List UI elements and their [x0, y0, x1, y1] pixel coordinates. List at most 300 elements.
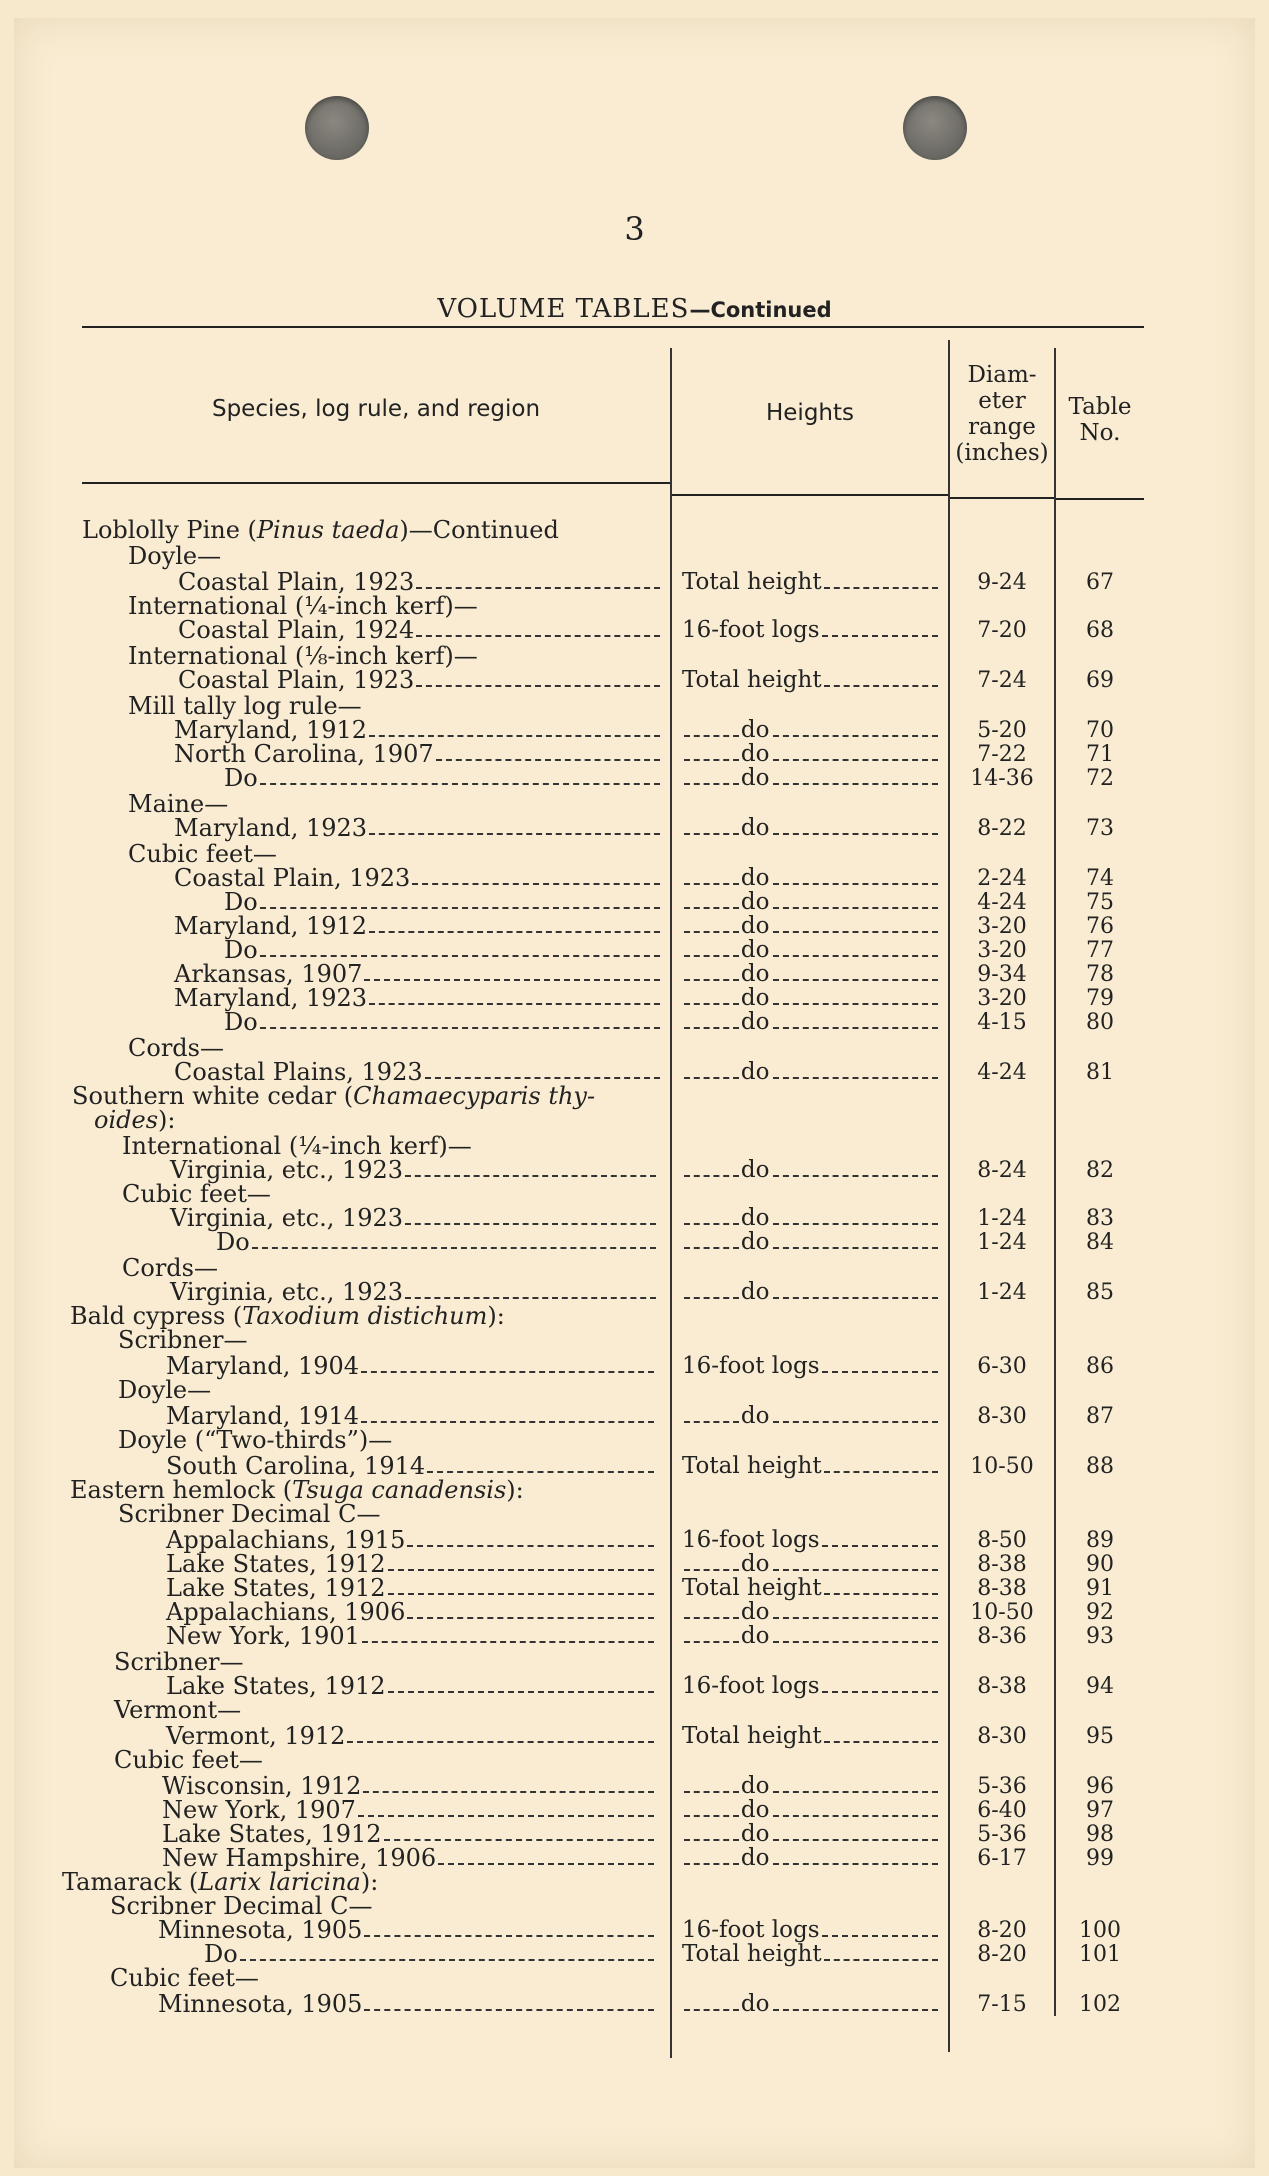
table-row [14, 742, 1255, 767]
dot-leader [773, 955, 938, 957]
table-number: 88 [1086, 1454, 1114, 1479]
document-page [14, 18, 1255, 2168]
row-label [204, 1942, 654, 1967]
height-text: do [740, 1623, 770, 1649]
dot-leader [773, 1815, 938, 1817]
height-text: do [740, 1551, 770, 1577]
height-cell [682, 890, 938, 915]
diameter-range: 8-20 [977, 1918, 1027, 1943]
table-number: 98 [1086, 1822, 1114, 1847]
header-species: Species, log rule, and region [211, 396, 541, 422]
height-cell [682, 1010, 938, 1035]
table-row [14, 1748, 1255, 1773]
label-text: Loblolly Pine ( [82, 516, 257, 544]
diameter-range: 7-24 [977, 668, 1027, 693]
table-number: 91 [1086, 1576, 1114, 1601]
height-text: Total height [682, 1941, 822, 1967]
table-number: 97 [1086, 1798, 1114, 1823]
diameter-range: 7-15 [977, 1992, 1027, 2017]
dot-leader [773, 2009, 938, 2011]
row-label [166, 1624, 654, 1649]
height-text: 16-foot logs [682, 1917, 820, 1943]
height-text: do [740, 1229, 770, 1255]
label-text: Cubic feet— [110, 1964, 259, 1992]
dot-leader [388, 1593, 654, 1595]
table-number: 70 [1086, 718, 1114, 743]
label-text: Lake States, 1912 [166, 1672, 386, 1700]
table-number: 76 [1086, 914, 1114, 939]
table-row [14, 544, 1255, 569]
diameter-range: 6-40 [977, 1798, 1027, 1823]
height-text: do [740, 1205, 770, 1231]
table-number: 68 [1086, 618, 1114, 643]
dot-leader [240, 1959, 654, 1961]
label-text: Eastern hemlock ( [70, 1476, 293, 1504]
table-row [14, 1010, 1255, 1035]
label-text: Coastal Plains, 1923 [174, 1058, 423, 1086]
height-cell [682, 1674, 938, 1699]
dot-leader [260, 907, 660, 909]
table-row [14, 986, 1255, 1011]
table-number: 100 [1079, 1918, 1121, 1943]
table-number: 80 [1086, 1010, 1114, 1035]
header-table-no [1056, 394, 1144, 446]
height-text: do [740, 1279, 770, 1305]
diameter-range: 4-15 [977, 1010, 1027, 1035]
header-diameter-line: eter [978, 388, 1026, 414]
dot-leader [684, 783, 739, 785]
dot-leader [684, 1839, 739, 1841]
label-text: New York, 1901 [166, 1622, 360, 1650]
label-text: Maryland, 1912 [174, 716, 368, 744]
table-number: 79 [1086, 986, 1114, 1011]
table-row [14, 766, 1255, 791]
height-cell [682, 962, 938, 987]
binder-hole-right [903, 96, 967, 160]
heading-suffix: —Continued [689, 298, 832, 322]
label-text: Do [224, 764, 258, 792]
table-row [14, 914, 1255, 939]
dot-leader [773, 1297, 938, 1299]
table-number: 101 [1079, 1942, 1121, 1967]
label-species-name: oides [94, 1106, 159, 1134]
header-rule-heights [670, 494, 948, 496]
header-table-no-line: No. [1079, 420, 1121, 446]
label-text: Cords— [122, 1254, 218, 1282]
label-text: Cubic feet— [128, 840, 277, 868]
row-label [114, 1748, 263, 1773]
table-number: 78 [1086, 962, 1114, 987]
dot-leader [436, 759, 660, 761]
diameter-range: 2-24 [977, 866, 1027, 891]
dot-leader [773, 1223, 938, 1225]
diameter-range: 10-50 [970, 1600, 1034, 1625]
label-text: Southern white cedar ( [72, 1082, 354, 1110]
height-text: do [740, 1403, 770, 1429]
dot-leader [384, 1839, 654, 1841]
table-row [14, 1206, 1255, 1231]
label-text: Arkansas, 1907 [174, 960, 363, 988]
dot-leader [684, 833, 739, 835]
dot-leader [412, 883, 660, 885]
table-number: 83 [1086, 1206, 1114, 1231]
dot-leader [684, 2009, 739, 2011]
height-cell [682, 1992, 938, 2017]
label-text: New York, 1907 [162, 1796, 356, 1824]
label-species-name: Pinus taeda [256, 516, 400, 544]
label-text: Minnesota, 1905 [158, 1916, 363, 1944]
label-text: Doyle— [118, 1376, 212, 1404]
height-text: Total height [682, 667, 822, 693]
dot-leader [416, 587, 660, 589]
label-text: Do [224, 888, 258, 916]
label-text: Virginia, etc., 1923 [170, 1156, 404, 1184]
table-number: 102 [1079, 1992, 1121, 2017]
dot-leader [773, 907, 938, 909]
height-cell [682, 766, 938, 791]
dot-leader [363, 1791, 654, 1793]
height-cell [682, 1942, 938, 1967]
row-label [118, 1428, 392, 1453]
label-suffix: )—Continued [399, 516, 559, 544]
diameter-range: 8-22 [977, 816, 1027, 841]
row-label [224, 1010, 660, 1035]
table-number: 75 [1086, 890, 1114, 915]
dot-leader [773, 1077, 938, 1079]
dot-leader [773, 979, 938, 981]
height-text: Total height [682, 1723, 822, 1749]
table-row [14, 1502, 1255, 1527]
table-number: 82 [1086, 1158, 1114, 1183]
diameter-range: 5-36 [977, 1822, 1027, 1847]
height-text: do [740, 937, 770, 963]
table-number: 69 [1086, 668, 1114, 693]
height-cell [682, 1454, 938, 1479]
label-text: Appalachians, 1915 [166, 1526, 406, 1554]
diameter-range: 4-24 [977, 1060, 1027, 1085]
table-number: 93 [1086, 1624, 1114, 1649]
height-text: Total height [682, 1575, 822, 1601]
dot-leader [773, 1175, 938, 1177]
dot-leader [824, 685, 938, 687]
header-heights: Heights [765, 400, 854, 426]
header-table-no-line: Table [1068, 394, 1132, 420]
diameter-range: 8-38 [977, 1576, 1027, 1601]
dot-leader [684, 931, 739, 933]
label-text: Do [224, 1008, 258, 1036]
dot-leader [425, 1077, 660, 1079]
height-text: do [740, 913, 770, 939]
table-number: 92 [1086, 1600, 1114, 1625]
diameter-range: 1-24 [977, 1206, 1027, 1231]
row-label [224, 766, 660, 791]
row-label [118, 1378, 211, 1403]
diameter-range: 4-24 [977, 890, 1027, 915]
dot-leader [684, 1617, 739, 1619]
diameter-range: 9-24 [977, 570, 1027, 595]
dot-leader [369, 735, 660, 737]
label-text: Do [204, 1940, 238, 1968]
row-label [114, 1698, 241, 1723]
table-number: 73 [1086, 816, 1114, 841]
label-text: International (¼-inch kerf)— [128, 592, 478, 620]
row-label [118, 1328, 248, 1353]
height-text: do [740, 985, 770, 1011]
label-text: Scribner Decimal C— [118, 1500, 381, 1528]
dot-leader [405, 1297, 656, 1299]
label-text: Virginia, etc., 1923 [170, 1204, 404, 1232]
label-text: New Hampshire, 1906 [162, 1844, 437, 1872]
label-text: Do [224, 936, 258, 964]
table-row [14, 1918, 1255, 1943]
dot-leader [684, 759, 739, 761]
height-cell [682, 1774, 938, 1799]
row-label [166, 1354, 654, 1379]
heading-title: VOLUME TABLES [437, 294, 690, 324]
table-row [14, 1230, 1255, 1255]
dot-leader [260, 783, 660, 785]
page-number: 3 [624, 210, 645, 248]
label-species-name: Taxodium distichum [242, 1302, 488, 1330]
dot-leader [824, 1741, 938, 1743]
diameter-range: 10-50 [970, 1454, 1034, 1479]
dot-leader [405, 1175, 656, 1177]
height-text: Total height [682, 1453, 822, 1479]
label-species-name: Chamaecyparis thy- [353, 1082, 596, 1110]
dot-leader [773, 1003, 938, 1005]
dot-leader [773, 1791, 938, 1793]
table-row [14, 518, 1255, 543]
header-diameter [950, 362, 1054, 466]
height-cell [682, 986, 938, 1011]
dot-leader [388, 1691, 654, 1693]
dot-leader [773, 1027, 938, 1029]
row-label [128, 544, 221, 569]
height-cell [682, 938, 938, 963]
table-row [14, 618, 1255, 643]
height-cell [682, 1354, 938, 1379]
table-number: 67 [1086, 570, 1114, 595]
label-text: Doyle— [128, 542, 222, 570]
dot-leader [347, 1741, 654, 1743]
dot-leader [684, 955, 739, 957]
height-cell [682, 1158, 938, 1183]
dot-leader [822, 1935, 938, 1937]
dot-leader [822, 1371, 938, 1373]
table-row [14, 1624, 1255, 1649]
height-cell [682, 570, 938, 595]
dot-leader [684, 1175, 739, 1177]
label-text: Wisconsin, 1912 [162, 1772, 362, 1800]
label-text: International (¼-inch kerf)— [122, 1132, 472, 1160]
height-text: 16-foot logs [682, 617, 820, 643]
label-text: Do [216, 1228, 250, 1256]
dot-leader [773, 759, 938, 761]
header-rule-diameter [950, 497, 1054, 499]
header-diameter-line: range [968, 414, 1036, 440]
label-text: Coastal Plain, 1923 [178, 568, 415, 596]
diameter-range: 8-20 [977, 1942, 1027, 1967]
diameter-range: 6-17 [977, 1846, 1027, 1871]
height-cell [682, 914, 938, 939]
label-text: Cubic feet— [114, 1746, 263, 1774]
table-number: 99 [1086, 1846, 1114, 1871]
height-text: do [740, 1797, 770, 1823]
table-row [14, 1992, 1255, 2017]
height-cell [682, 1280, 938, 1305]
dot-leader [684, 1247, 739, 1249]
row-label [178, 618, 660, 643]
label-text: Minnesota, 1905 [158, 1990, 363, 2018]
table-number: 90 [1086, 1552, 1114, 1577]
height-text: do [740, 1845, 770, 1871]
header-diameter-line: (inches) [955, 440, 1049, 466]
dot-leader [773, 833, 938, 835]
dot-leader [773, 1863, 938, 1865]
height-text: do [740, 1821, 770, 1847]
dot-leader [684, 907, 739, 909]
diameter-range: 6-30 [977, 1354, 1027, 1379]
dot-leader [684, 1815, 739, 1817]
table-number: 87 [1086, 1404, 1114, 1429]
diameter-range: 8-38 [977, 1674, 1027, 1699]
label-suffix: ): [506, 1476, 524, 1504]
dot-leader [369, 833, 660, 835]
label-species-name: Larix laricina [198, 1868, 361, 1896]
label-text: Maryland, 1923 [174, 814, 368, 842]
label-text: Coastal Plain, 1923 [174, 864, 411, 892]
diameter-range: 7-20 [977, 618, 1027, 643]
dot-leader [822, 635, 938, 637]
diameter-range: 9-34 [977, 962, 1027, 987]
label-text: South Carolina, 1914 [166, 1452, 426, 1480]
row-label [82, 518, 559, 543]
row-label [158, 1992, 654, 2017]
label-text: Maryland, 1904 [166, 1352, 360, 1380]
table-row [14, 1084, 1255, 1109]
dot-leader [773, 883, 938, 885]
diameter-range: 5-36 [977, 1774, 1027, 1799]
table-row [14, 1378, 1255, 1403]
label-suffix: ): [158, 1106, 176, 1134]
height-cell [682, 1724, 938, 1749]
label-text: Bald cypress ( [70, 1302, 243, 1330]
dot-leader [684, 1077, 739, 1079]
table-number: 71 [1086, 742, 1114, 767]
diameter-range: 3-20 [977, 986, 1027, 1011]
dot-leader [369, 1003, 660, 1005]
header-rule-table-no [1056, 498, 1144, 500]
page-heading [14, 294, 1255, 324]
height-text: do [740, 889, 770, 915]
dot-leader [773, 1569, 938, 1571]
height-cell [682, 1798, 938, 1823]
dot-leader [407, 1617, 654, 1619]
table-row [14, 1698, 1255, 1723]
height-text: do [740, 1599, 770, 1625]
dot-leader [260, 955, 660, 957]
label-suffix: ): [487, 1302, 505, 1330]
height-cell [682, 1918, 938, 1943]
table-row [14, 1966, 1255, 1991]
diameter-range: 3-20 [977, 914, 1027, 939]
dot-leader [773, 783, 938, 785]
label-text: Lake States, 1912 [166, 1574, 386, 1602]
label-text: Scribner— [114, 1648, 244, 1676]
label-text: Vermont, 1912 [166, 1722, 346, 1750]
dot-leader [684, 1791, 739, 1793]
dot-leader [358, 1815, 654, 1817]
diameter-range: 1-24 [977, 1280, 1027, 1305]
row-label [174, 816, 660, 841]
dot-leader [252, 1247, 656, 1249]
diameter-range: 8-50 [977, 1528, 1027, 1553]
label-species-name: Tsuga canadensis [292, 1476, 507, 1504]
dot-leader [362, 1641, 654, 1643]
label-text: Coastal Plain, 1924 [178, 616, 415, 644]
table-number: 77 [1086, 938, 1114, 963]
dot-leader [822, 1545, 938, 1547]
table-number: 74 [1086, 866, 1114, 891]
dot-leader [684, 1003, 739, 1005]
dot-leader [684, 735, 739, 737]
dot-leader [824, 1959, 938, 1961]
label-text: Vermont— [114, 1696, 242, 1724]
label-text: Virginia, etc., 1923 [170, 1278, 404, 1306]
dot-leader [364, 979, 660, 981]
table-row [14, 668, 1255, 693]
height-text: do [740, 1991, 770, 2017]
height-text: 16-foot logs [682, 1353, 820, 1379]
dot-leader [364, 2009, 654, 2011]
dot-leader [407, 1545, 654, 1547]
diameter-range: 8-30 [977, 1724, 1027, 1749]
diameter-range: 5-20 [977, 718, 1027, 743]
dot-leader [361, 1371, 654, 1373]
height-cell [682, 618, 938, 643]
table-row [14, 1108, 1255, 1133]
label-text: Tamarack ( [62, 1868, 199, 1896]
dot-leader [684, 1641, 739, 1643]
dot-leader [405, 1223, 656, 1225]
diameter-range: 3-20 [977, 938, 1027, 963]
dot-leader [260, 1027, 660, 1029]
label-text: Lake States, 1912 [162, 1820, 382, 1848]
height-cell [682, 1404, 938, 1429]
dot-leader [773, 1839, 938, 1841]
diameter-range: 1-24 [977, 1230, 1027, 1255]
dot-leader [684, 1027, 739, 1029]
label-text: Lake States, 1912 [166, 1550, 386, 1578]
diameter-range: 8-38 [977, 1552, 1027, 1577]
dot-leader [773, 1641, 938, 1643]
height-cell [682, 1600, 938, 1625]
header-rule-species [82, 482, 670, 484]
label-suffix: ): [360, 1868, 379, 1896]
label-text: Mill tally log rule— [128, 692, 362, 720]
height-text: do [740, 815, 770, 841]
dot-leader [822, 1691, 938, 1693]
height-text: do [740, 1773, 770, 1799]
dot-leader [773, 1421, 938, 1423]
table-row [14, 1428, 1255, 1453]
height-cell [682, 1822, 938, 1847]
dot-leader [773, 1247, 938, 1249]
height-cell [682, 1528, 938, 1553]
dot-leader [369, 931, 660, 933]
dot-leader [427, 1471, 654, 1473]
height-cell [682, 1060, 938, 1085]
